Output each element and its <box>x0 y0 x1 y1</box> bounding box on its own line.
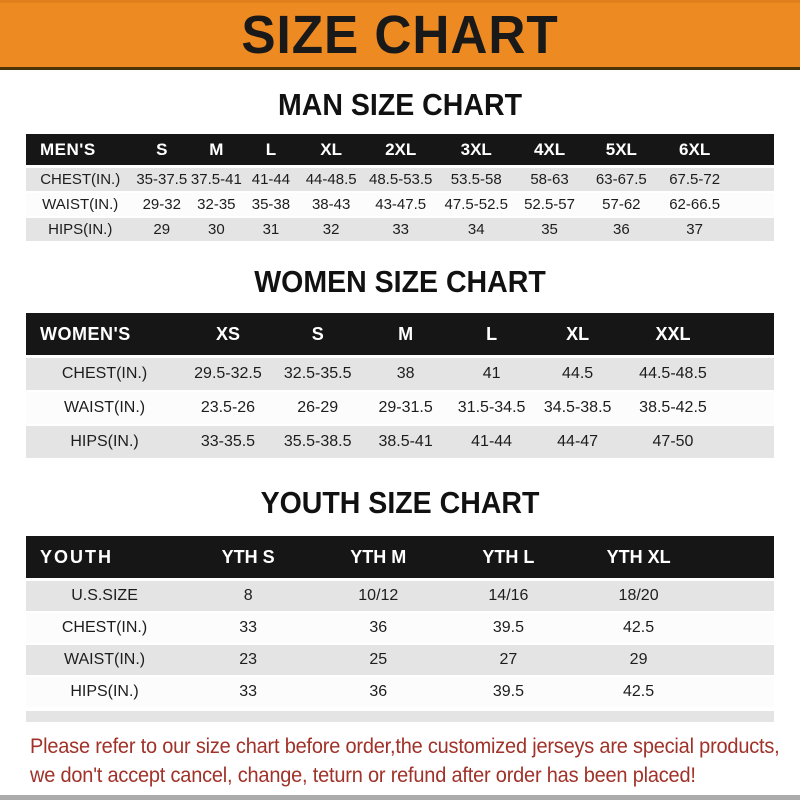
size-value-cell: 33 <box>183 676 313 708</box>
size-value-cell: 39.5 <box>443 676 573 708</box>
size-value-cell: 47.5-52.5 <box>437 192 515 217</box>
size-value-cell: 57-62 <box>584 192 659 217</box>
size-value-cell: 39.5 <box>443 612 573 644</box>
band-filler <box>731 134 774 167</box>
size-value-cell: 42.5 <box>574 612 704 644</box>
size-value-cell: 32-35 <box>189 192 244 217</box>
youth-size-table <box>26 536 774 709</box>
size-column-header: YTH L <box>443 536 573 580</box>
row-label: WAIST(IN.) <box>26 391 183 425</box>
size-value-cell: 31 <box>244 217 299 242</box>
table-row <box>26 167 774 193</box>
youth-table-container <box>0 536 800 709</box>
men-corner-label: MEN'S <box>26 134 134 167</box>
row-filler <box>704 676 774 708</box>
size-value-cell: 14/16 <box>443 580 573 613</box>
size-value-cell: 41-44 <box>449 425 535 459</box>
women-header-row <box>26 313 774 357</box>
size-value-cell: 62-66.5 <box>659 192 731 217</box>
table-row <box>26 217 774 242</box>
row-filler <box>725 391 774 425</box>
size-value-cell: 35-38 <box>244 192 299 217</box>
row-label: HIPS(IN.) <box>26 425 183 459</box>
size-column-header: S <box>273 313 363 357</box>
row-filler <box>725 425 774 459</box>
row-filler <box>731 217 774 242</box>
row-filler <box>725 357 774 392</box>
row-label: CHEST(IN.) <box>26 357 183 392</box>
size-value-cell: 38.5-42.5 <box>621 391 726 425</box>
size-value-cell: 36 <box>313 676 443 708</box>
size-value-cell: 23 <box>183 644 313 676</box>
row-label: U.S.SIZE <box>26 580 183 613</box>
size-value-cell: 8 <box>183 580 313 613</box>
women-table-container <box>0 313 800 460</box>
size-value-cell: 44.5-48.5 <box>621 357 726 392</box>
men-header-row <box>26 134 774 167</box>
size-value-cell: 42.5 <box>574 676 704 708</box>
footer-note <box>30 732 780 790</box>
size-value-cell: 44.5 <box>535 357 621 392</box>
size-value-cell: 34.5-38.5 <box>535 391 621 425</box>
men-size-table <box>26 134 774 243</box>
size-value-cell: 63-67.5 <box>584 167 659 193</box>
size-value-cell: 29.5-32.5 <box>183 357 273 392</box>
size-column-header: M <box>363 313 449 357</box>
band-filler <box>725 313 774 357</box>
banner-title: SIZE CHART <box>241 5 559 65</box>
row-filler <box>731 167 774 193</box>
banner <box>0 0 800 70</box>
size-column-header: L <box>449 313 535 357</box>
size-value-cell: 29 <box>574 644 704 676</box>
table-row <box>26 676 774 708</box>
size-value-cell: 31.5-34.5 <box>449 391 535 425</box>
size-value-cell: 35 <box>515 217 584 242</box>
size-value-cell: 32 <box>298 217 364 242</box>
row-filler <box>704 644 774 676</box>
table-row <box>26 612 774 644</box>
size-value-cell: 44-48.5 <box>298 167 364 193</box>
table-row <box>26 192 774 217</box>
size-column-header: S <box>134 134 189 167</box>
row-label: WAIST(IN.) <box>26 644 183 676</box>
footer-note-line1: Please refer to our size chart before order,the customized jerseys are special products, <box>30 735 780 758</box>
size-value-cell: 36 <box>313 612 443 644</box>
size-value-cell: 29-32 <box>134 192 189 217</box>
size-value-cell: 33 <box>183 612 313 644</box>
size-value-cell: 29-31.5 <box>363 391 449 425</box>
size-column-header: XL <box>535 313 621 357</box>
size-column-header: YTH S <box>183 536 313 580</box>
table-row <box>26 357 774 392</box>
size-value-cell: 44-47 <box>535 425 621 459</box>
youth-header-row <box>26 536 774 580</box>
size-value-cell: 18/20 <box>574 580 704 613</box>
size-value-cell: 43-47.5 <box>364 192 437 217</box>
size-value-cell: 47-50 <box>621 425 726 459</box>
size-value-cell: 48.5-53.5 <box>364 167 437 193</box>
women-section-heading: WOMEN SIZE CHART <box>254 264 546 299</box>
row-label: HIPS(IN.) <box>26 676 183 708</box>
size-value-cell: 35-37.5 <box>134 167 189 193</box>
size-value-cell: 10/12 <box>313 580 443 613</box>
size-value-cell: 34 <box>437 217 515 242</box>
size-value-cell: 58-63 <box>515 167 584 193</box>
size-value-cell: 30 <box>189 217 244 242</box>
band-filler <box>704 536 774 580</box>
row-filler <box>731 192 774 217</box>
size-value-cell: 32.5-35.5 <box>273 357 363 392</box>
size-column-header: XXL <box>621 313 726 357</box>
size-column-header: YTH M <box>313 536 443 580</box>
size-value-cell: 37.5-41 <box>189 167 244 193</box>
size-column-header: M <box>189 134 244 167</box>
size-value-cell: 53.5-58 <box>437 167 515 193</box>
size-value-cell: 36 <box>584 217 659 242</box>
size-column-header: 6XL <box>659 134 731 167</box>
size-value-cell: 38.5-41 <box>363 425 449 459</box>
table-row <box>26 580 774 613</box>
size-value-cell: 29 <box>134 217 189 242</box>
youth-section-heading: YOUTH SIZE CHART <box>260 485 540 520</box>
women-section <box>0 265 800 460</box>
size-value-cell: 41-44 <box>244 167 299 193</box>
youth-corner-label: YOUTH <box>26 536 183 580</box>
table-row <box>26 425 774 459</box>
size-column-header: XS <box>183 313 273 357</box>
row-label: CHEST(IN.) <box>26 612 183 644</box>
row-label: WAIST(IN.) <box>26 192 134 217</box>
table-row <box>26 644 774 676</box>
size-value-cell: 23.5-26 <box>183 391 273 425</box>
size-column-header: 5XL <box>584 134 659 167</box>
youth-section <box>0 486 800 722</box>
size-value-cell: 27 <box>443 644 573 676</box>
row-label: HIPS(IN.) <box>26 217 134 242</box>
size-value-cell: 52.5-57 <box>515 192 584 217</box>
footer-note-line2: we don't accept cancel, change, teturn or refund after order has been placed! <box>30 764 696 787</box>
men-section-heading: MAN SIZE CHART <box>277 87 523 122</box>
size-value-cell: 33-35.5 <box>183 425 273 459</box>
size-column-header: 4XL <box>515 134 584 167</box>
row-filler <box>704 580 774 613</box>
size-value-cell: 35.5-38.5 <box>273 425 363 459</box>
row-label: CHEST(IN.) <box>26 167 134 193</box>
size-value-cell: 67.5-72 <box>659 167 731 193</box>
size-value-cell: 37 <box>659 217 731 242</box>
size-value-cell: 41 <box>449 357 535 392</box>
men-section <box>0 88 800 243</box>
size-value-cell: 38 <box>363 357 449 392</box>
row-filler <box>704 612 774 644</box>
size-column-header: 3XL <box>437 134 515 167</box>
table-row <box>26 391 774 425</box>
size-value-cell: 38-43 <box>298 192 364 217</box>
size-value-cell: 25 <box>313 644 443 676</box>
women-corner-label: WOMEN'S <box>26 313 183 357</box>
size-column-header: YTH XL <box>574 536 704 580</box>
size-column-header: XL <box>298 134 364 167</box>
bottom-edge-strip <box>0 795 800 800</box>
size-value-cell: 33 <box>364 217 437 242</box>
size-column-header: L <box>244 134 299 167</box>
size-value-cell: 26-29 <box>273 391 363 425</box>
size-column-header: 2XL <box>364 134 437 167</box>
men-table-container <box>0 134 800 243</box>
youth-table-end-bar <box>26 711 774 722</box>
women-size-table <box>26 313 774 460</box>
